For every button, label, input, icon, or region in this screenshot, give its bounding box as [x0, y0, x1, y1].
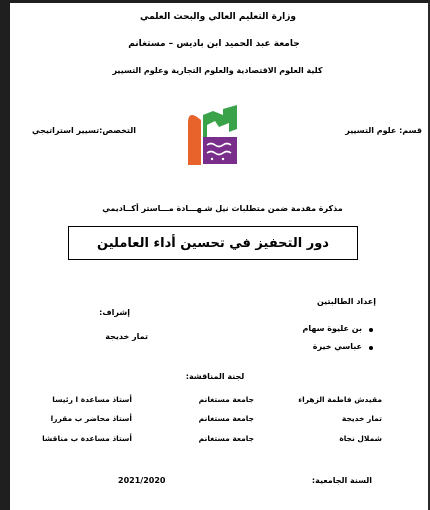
specialty-label: التخصص:تسيير استراتيجي — [32, 126, 136, 135]
university-line: جامعة عبد الحميد ابن باديس – مستغانم — [128, 39, 300, 49]
committee-member-role: أستاذ مساعدة ب مناقشا — [42, 434, 132, 443]
bullet-icon — [369, 328, 373, 332]
committee-member-university: جامعة مستغانم — [198, 395, 254, 404]
student-name: بن عليوة سهام — [302, 324, 362, 333]
academic-year-label: السنة الجامعية: — [311, 476, 372, 485]
faculty-line: كلية العلوم الاقتصادية والعلوم التجارية وعلوم التسيير — [112, 66, 323, 75]
committee-label: لجنة المناقشة: — [185, 372, 245, 381]
committee-member-name: تمار خديجة — [341, 414, 382, 423]
committee-member-role: أستاذ مساعدة ا رئيسا — [52, 395, 132, 404]
committee-member-name: مقيدش فاطمة الزهراء — [298, 395, 382, 404]
department-label: قسم: علوم التسيير — [345, 126, 422, 135]
academic-year-value: 2021/2020 — [118, 476, 166, 485]
students-label: إعداد الطالبتين — [316, 297, 376, 306]
committee-member-name: شملال نجاة — [339, 434, 382, 443]
committee-member-university: جامعة مستغانم — [198, 434, 254, 443]
supervision-label: إشراف: — [99, 308, 130, 317]
university-logo-icon — [185, 103, 241, 169]
bullet-icon — [369, 346, 373, 350]
thesis-title: دور التحفيز في تحسين أداء العاملين — [68, 226, 358, 260]
supervisor-name: تمار خديجة — [105, 332, 148, 341]
committee-member-university: جامعة مستغانم — [198, 414, 254, 423]
student-name: عباسي خيرة — [312, 342, 362, 351]
memo-label: مذكرة مقدمة ضمن متطلبات نيل شـهـــادة مـــاستر أكــاديمي — [102, 204, 343, 213]
committee-member-role: أستاذ محاضر ب مقررا — [50, 414, 132, 423]
ministry-line: وزارة التعليم العالي والبحث العلمي — [139, 12, 296, 22]
